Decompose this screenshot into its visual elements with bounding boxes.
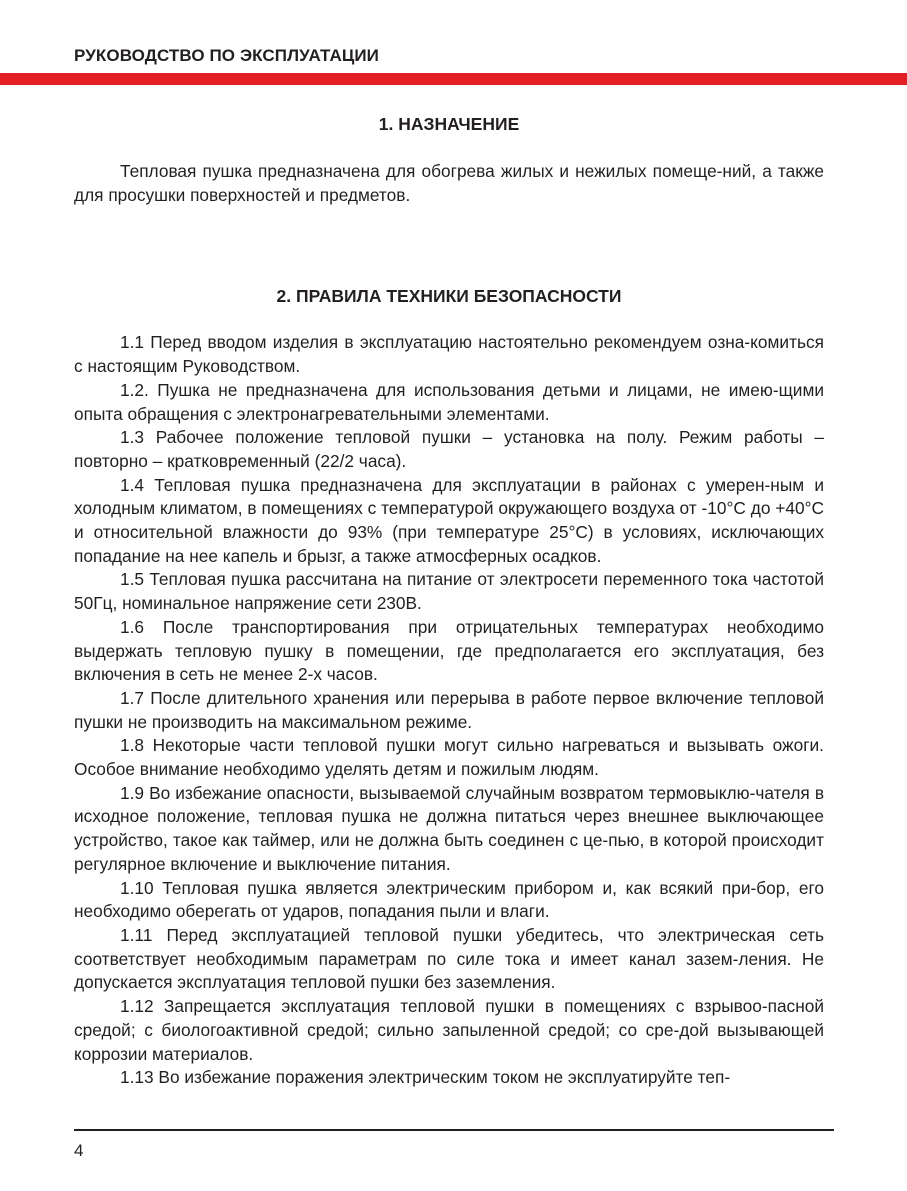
paragraph-1-3: 1.3 Рабочее положение тепловой пушки – установка на полу. Режим работы – повторно – кратковременный (22/2 часа). <box>74 427 824 471</box>
paragraph-1-7: 1.7 После длительного хранения или перерыва в работе первое включение тепловой пушки не производить на максимальном режиме. <box>74 687 824 732</box>
paragraph-1-6: 1.6 После транспортирования при отрицательных температурах необходимо выдержать тепловую пушку в помещении, где предполагается его эксплуатация, без включения в сеть не менее 2-х часов. <box>74 616 824 685</box>
document-header-title: РУКОВОДСТВО ПО ЭКСПЛУАТАЦИИ <box>74 46 379 65</box>
paragraph-1-9: 1.9 Во избежание опасности, вызываемой случайным возвратом термовыклю-чателя в исходное положение, тепловая пушка не должна питаться через внешнее выключающее устройство, такое как таймер, или не должна быть соединен с це-пью, в которой происходит регулярное включение и выключение питания. <box>74 782 824 874</box>
footer-divider <box>74 1129 834 1131</box>
paragraph: Тепловая пушка предназначена для обогрева жилых и нежилых помеще-ний, а также для просушки поверхностей и предметов. <box>74 161 824 205</box>
section-title-purpose: 1. НАЗНАЧЕНИЕ <box>378 114 520 134</box>
paragraph-1-1: 1.1 Перед вводом изделия в эксплуатацию настоятельно рекомендуем озна-комиться с настоящим Руководством. <box>74 332 824 377</box>
section-body-safety-rules <box>74 331 824 1090</box>
paragraph-1-4: 1.4 Тепловая пушка предназначена для эксплуатации в районах с умерен-ным и холодным климатом, в помещениях с температурой окружающего воздуха от -10°С до +40°С и относительной влажности до 93% (при температуре 25°С) в условиях, исключающих попадание на нее капель и брызг, а также атмосферных осадков. <box>74 474 824 566</box>
paragraph-1-8: 1.8 Некоторые части тепловой пушки могут сильно нагреваться и вызывать ожоги. Особое внимание необходимо уделять детям и пожилым людям. <box>74 735 824 780</box>
section-title-safety-rules: 2. ПРАВИЛА ТЕХНИКИ БЕЗОПАСНОСТИ <box>276 286 622 307</box>
paragraph-1-13: 1.13 Во избежание поражения электрическим током не эксплуатируйте теп- <box>120 1067 731 1088</box>
paragraph-1-5: 1.5 Тепловая пушка рассчитана на питание от электросети переменного тока частотой 50Гц, номинальное напряжение сети 230В. <box>74 569 824 614</box>
paragraph-1-12: 1.12 Запрещается эксплуатация тепловой пушки в помещениях с взрывоо-пасной средой; с биологоактивной средой; сильно запыленной средой; со сре-дой вызывающей коррозии материалов. <box>74 996 824 1064</box>
paragraph-1-11: 1.11 Перед эксплуатацией тепловой пушки убедитесь, что электрическая сеть соответствует необходимым параметрам по силе тока и имеет канал зазем-ления. Не допускается эксплуатация тепловой пушки без заземления. <box>74 924 824 993</box>
paragraph-1-10: 1.10 Тепловая пушка является электрическим прибором и, как всякий при-бор, его необходимо оберегать от ударов, попадания пыли и влаги. <box>74 877 824 922</box>
paragraph-1-2: 1.2. Пушка не предназначена для использования детьми и лицами, не имею-щими опыта обращения с электронагревательными элементами. <box>74 379 824 424</box>
header-accent-bar <box>0 73 907 85</box>
page-number: 4 <box>74 1141 84 1160</box>
page-content <box>74 85 824 1090</box>
section-body-purpose <box>74 160 824 207</box>
